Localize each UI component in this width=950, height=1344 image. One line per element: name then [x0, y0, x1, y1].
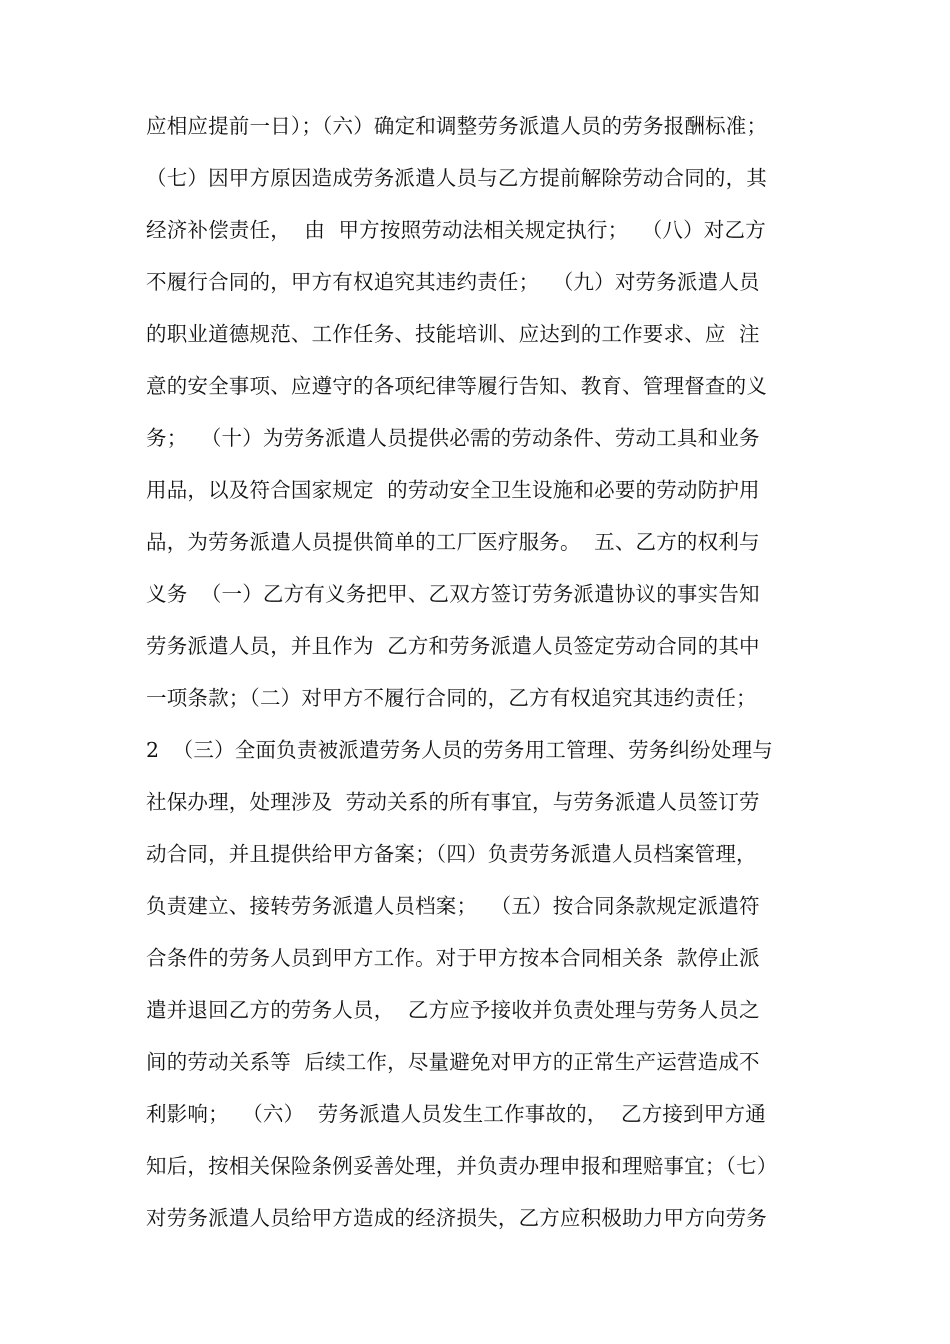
text-line-13: 2 （三）全面负责被派遣劳务人员的劳务用工管理、劳务纠纷处理与 [146, 738, 773, 762]
text-line-14: 社保办理，处理涉及 劳动关系的所有事宜，与劳务派遣人员签订劳 [146, 790, 760, 814]
text-line-19: 间的劳动关系等 后续工作，尽量避免对甲方的正常生产运营造成不 [146, 1050, 760, 1074]
text-line-8: 用品，以及符合国家规定 的劳动安全卫生设施和必要的劳动防护用 [146, 478, 760, 502]
text-line-11: 劳务派遣人员，并且作为 乙方和劳务派遣人员签定劳动合同的其中 [146, 634, 760, 658]
text-line-22: 对劳务派遣人员给甲方造成的经济损失，乙方应积极助力甲方向劳务 [146, 1206, 767, 1230]
text-line-20: 利影响； （六） 劳务派遣人员发生工作事故的， 乙方接到甲方通 [146, 1102, 766, 1126]
text-line-5: 的职业道德规范、工作任务、技能培训、应达到的工作要求、应 注 [146, 322, 760, 346]
text-line-6: 意的安全事项、应遵守的各项纪律等履行告知、教育、管理督查的义 [146, 374, 767, 398]
text-line-21: 知后，按相关保险条例妥善处理，并负责办理申报和理赔事宜；（七） [146, 1154, 778, 1178]
text-line-4: 不履行合同的，甲方有权追究其违约责任； （九）对劳务派遣人员 [146, 270, 760, 294]
text-line-3: 经济补偿责任， 由 甲方按照劳动法相关规定执行； （八）对乙方 [146, 218, 766, 242]
text-line-15: 动合同，并且提供给甲方备案；（四）负责劳务派遣人员档案管理， [146, 842, 757, 866]
text-line-7: 务； （十）为劳务派遣人员提供必需的劳动条件、劳动工具和业务 [146, 426, 760, 450]
text-line-17: 合条件的劳务人员到甲方工作。对于甲方按本合同相关条 款停止派 [146, 946, 760, 970]
body-text [146, 100, 836, 1244]
text-line-2: （七）因甲方原因造成劳务派遣人员与乙方提前解除劳动合同的，其 [146, 166, 767, 190]
text-line-18: 遣并退回乙方的劳务人员， 乙方应予接收并负责处理与劳务人员之 [146, 998, 760, 1022]
text-line-10: 义务 （一）乙方有义务把甲、乙双方签订劳务派遣协议的事实告知 [146, 582, 760, 606]
text-line-12: 一项条款；（二）对甲方不履行合同的，乙方有权追究其违约责任； [146, 686, 757, 710]
text-line-9: 品，为劳务派遣人员提供简单的工厂医疗服务。 五、乙方的权利与 [146, 530, 760, 554]
text-line-16: 负责建立、接转劳务派遣人员档案； （五）按合同条款规定派遣符 [146, 894, 760, 918]
text-line-1: 应相应提前一日）；（六）确定和调整劳务派遣人员的劳务报酬标准； [146, 114, 768, 138]
